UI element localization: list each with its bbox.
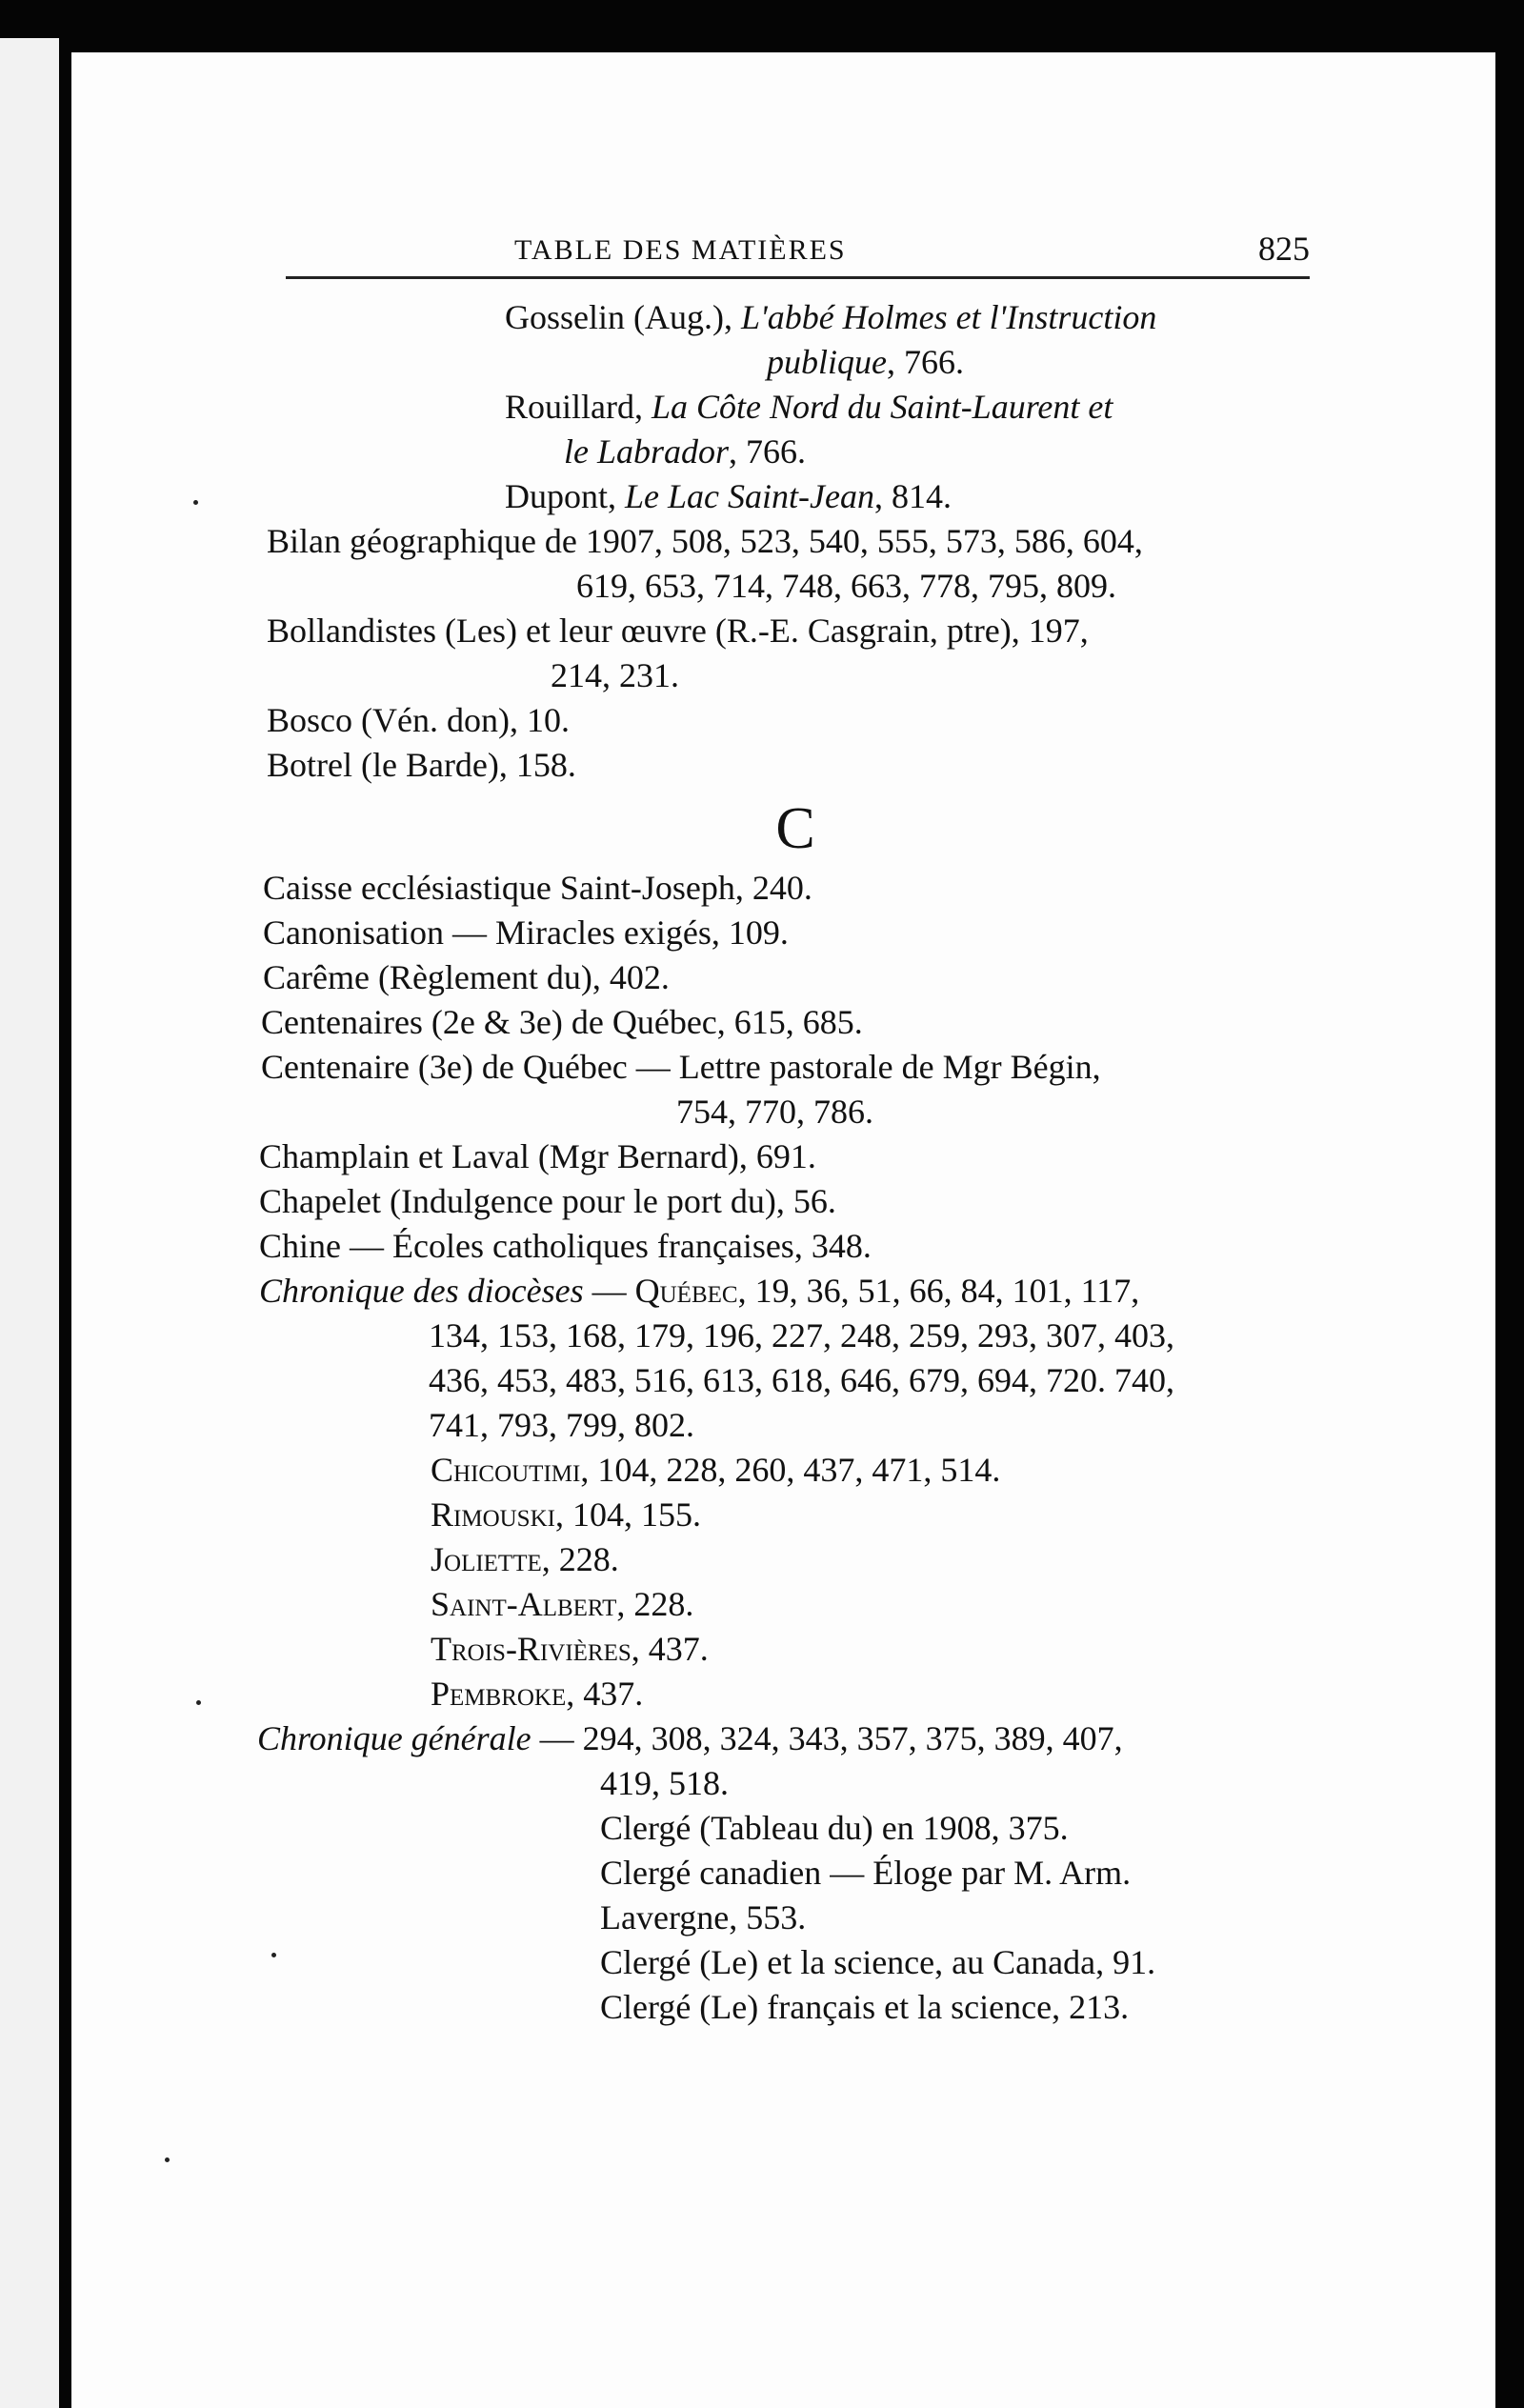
diocese-subentry: Trois-Rivières, 437.: [431, 1630, 709, 1668]
book-page: [71, 52, 1495, 2408]
index-entry: Caisse ecclésiastique Saint-Joseph, 240.: [263, 869, 812, 907]
index-entry: Centenaires (2e & 3e) de Québec, 615, 685.: [261, 1003, 863, 1041]
scan-speck: [165, 2157, 170, 2162]
index-entry: Carême (Règlement du), 402.: [263, 958, 670, 996]
index-entry: Chapelet (Indulgence pour le port du), 56.: [259, 1182, 836, 1220]
adjacent-page-edge: [0, 38, 59, 2408]
index-entry-continuation: 741, 793, 799, 802.: [429, 1406, 694, 1444]
chronique-dioceses-entry: Chronique des diocèses — Québec, 19, 36, 51, 66, 84, 101, 117,: [259, 1272, 1140, 1310]
generale-subentry-continuation: Lavergne, 553.: [600, 1898, 807, 1936]
index-entry-continuation: 619, 653, 714, 748, 663, 778, 795, 809.: [576, 567, 1116, 605]
index-entry: Bollandistes (Les) et leur œuvre (R.-E. Casgrain, ptre), 197,: [267, 612, 1089, 650]
index-entry-continuation: 134, 153, 168, 179, 196, 227, 248, 259, 293, 307, 403,: [429, 1316, 1174, 1354]
diocese-subentry: Chicoutimi, 104, 228, 260, 437, 471, 514.: [431, 1451, 1001, 1489]
generale-subentry: Clergé (Tableau du) en 1908, 375.: [600, 1809, 1069, 1847]
index-entry-continuation: publique, 766.: [767, 343, 964, 381]
scan-speck: [193, 500, 198, 505]
chronique-generale-entry: Chronique générale — 294, 308, 324, 343, 357, 375, 389, 407,: [257, 1719, 1123, 1757]
index-entry: Chine — Écoles catholiques françaises, 348.: [259, 1227, 872, 1265]
diocese-subentry: Saint-Albert, 228.: [431, 1585, 694, 1623]
generale-subentry: Clergé (Le) français et la science, 213.: [600, 1988, 1130, 2026]
index-entry-continuation: 419, 518.: [600, 1764, 729, 1802]
scan-speck: [271, 1953, 276, 1957]
index-entry-continuation: 214, 231.: [551, 656, 679, 694]
index-entry: Botrel (le Barde), 158.: [267, 746, 576, 784]
page-number: 825: [1258, 230, 1310, 268]
section-letter: C: [775, 796, 815, 861]
index-entry-continuation: 754, 770, 786.: [676, 1093, 873, 1131]
index-entry: Dupont, Le Lac Saint-Jean, 814.: [505, 477, 952, 515]
index-entry: Centenaire (3e) de Québec — Lettre pastorale de Mgr Bégin,: [261, 1048, 1101, 1086]
index-entry: Champlain et Laval (Mgr Bernard), 691.: [259, 1137, 816, 1175]
page-header: [286, 229, 1310, 279]
generale-subentry: Clergé canadien — Éloge par M. Arm.: [600, 1854, 1132, 1892]
running-title: TABLE DES MATIÈRES: [514, 234, 847, 266]
diocese-subentry: Rimouski, 104, 155.: [431, 1495, 701, 1534]
diocese-subentry: Pembroke, 437.: [431, 1675, 644, 1713]
index-entry: Canonisation — Miracles exigés, 109.: [263, 913, 789, 952]
index-entry-continuation: le Labrador, 766.: [564, 432, 807, 471]
index-content: [257, 295, 1324, 2030]
index-entry: Rouillard, La Côte Nord du Saint-Laurent et: [505, 388, 1113, 426]
index-entry: Bilan géographique de 1907, 508, 523, 540, 555, 573, 586, 604,: [267, 522, 1143, 560]
scan-speck: [196, 1700, 201, 1705]
index-entry: Bosco (Vén. don), 10.: [267, 701, 570, 739]
index-entry: Gosselin (Aug.), L'abbé Holmes et l'Instruction: [505, 298, 1157, 336]
index-entry-continuation: 436, 453, 483, 516, 613, 618, 646, 679, 694, 720. 740,: [429, 1361, 1174, 1399]
diocese-subentry: Joliette, 228.: [431, 1540, 619, 1578]
generale-subentry: Clergé (Le) et la science, au Canada, 91.: [600, 1943, 1156, 1981]
